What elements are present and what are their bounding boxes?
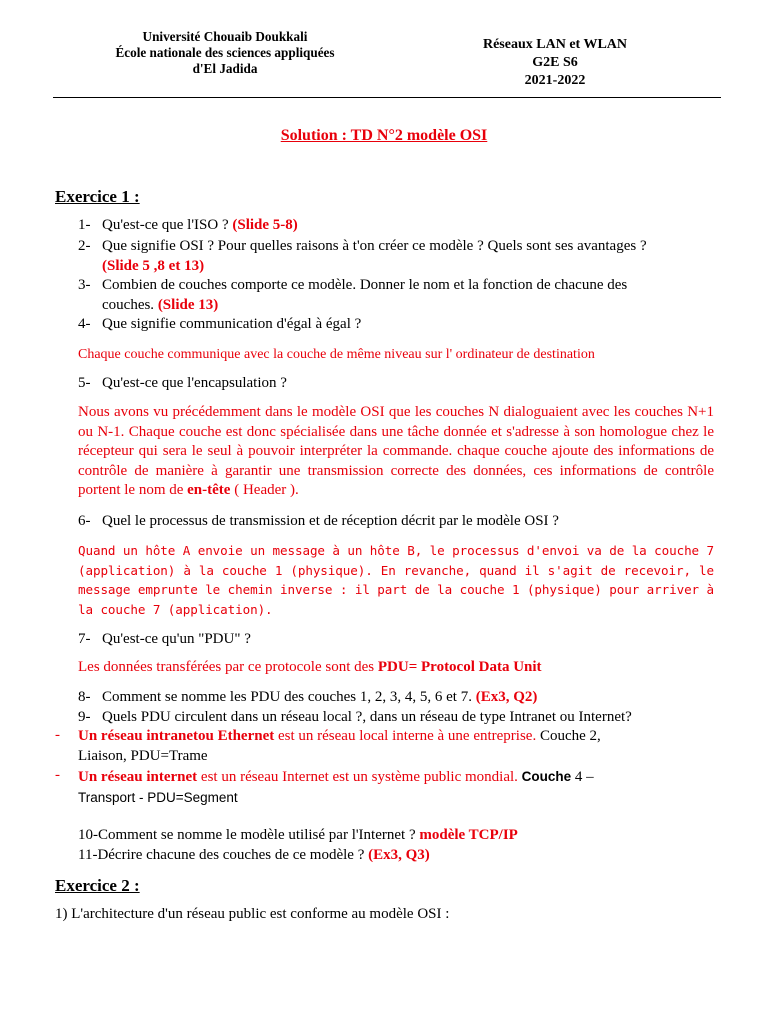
- academic-year: 2021-2022: [524, 73, 586, 88]
- question-9: [78, 708, 718, 728]
- question-number: 3-: [78, 277, 91, 293]
- answer-keyword: modèle TCP/IP: [419, 827, 518, 843]
- question-number: 1-: [78, 217, 91, 233]
- bullet-pdu: Transport - PDU=Segment: [78, 789, 238, 805]
- school-city: d'El Jadida: [192, 61, 258, 76]
- question-7: [78, 630, 718, 650]
- exercise-reference: (Ex3, Q2): [475, 689, 538, 705]
- bullet-layer: Couche 2,: [536, 728, 601, 744]
- question-11: [78, 846, 718, 866]
- bullet-intranet: [78, 727, 714, 766]
- question-4: [78, 315, 718, 335]
- bullet-pdu: Liaison, PDU=Trame: [78, 747, 208, 764]
- question-number: 4-: [78, 316, 91, 332]
- question-1: [78, 216, 718, 236]
- answer-keyword: en-tête: [187, 482, 231, 498]
- course-name: Réseaux LAN et WLAN: [482, 37, 627, 52]
- question-number: 5-: [78, 375, 91, 391]
- document-title: Solution : TD N°2 modèle OSI: [280, 127, 488, 144]
- slide-reference: (Slide 5-8): [232, 217, 298, 233]
- question-number: 7-: [78, 631, 91, 647]
- answer-6: Quand un hôte A envoie un message à un hôte B, le processus d'envoi va de la couche 7 (application) à la couche 1 (physique). En revanche, quand il s'agit de recevoir, le message emprunte le chemin inverse : il part de la couche 1 (physique) pour arriver à la couche 7 (application).: [78, 543, 714, 617]
- institution-block: [80, 29, 370, 77]
- bullet-layer-number: 4 –: [571, 769, 594, 785]
- question-text: Comment se nomme les PDU des couches 1, 2, 3, 4, 5, 6 et 7.: [102, 689, 476, 705]
- answer-7: [78, 658, 714, 678]
- question-text: Quel le processus de transmission et de réception décrit par le modèle OSI ?: [102, 513, 559, 529]
- question-6: [78, 512, 718, 532]
- question-number: 8-: [78, 689, 91, 705]
- question-text: Combien de couches comporte ce modèle. Donner le nom et la fonction de chacune des: [102, 277, 628, 293]
- question-text-cont: [78, 296, 718, 316]
- question-text-line2: couches.: [102, 296, 158, 313]
- course-block: [440, 36, 670, 90]
- bullet-dash: -: [55, 767, 60, 783]
- answer-4: Chaque couche communique avec la couche de même niveau sur l' ordinateur de destination: [78, 347, 595, 362]
- answer-keyword: PDU= Protocol Data Unit: [377, 659, 542, 675]
- exercise1-heading: Exercice 1 :: [55, 187, 140, 206]
- exercise-reference: (Ex3, Q3): [368, 847, 430, 863]
- question-3: [78, 276, 718, 315]
- answer-5: [78, 403, 714, 501]
- question-2: [78, 237, 718, 276]
- answer-text: Nous avons vu précédemment dans le modèle OSI que les couches N dialoguaient avec les couches N+1 ou N-1. Chaque couche est donc spécialisée dans une tâche donnée et s'adresse à son homologue chez le récepteur qui sera le seul à pouvoir interpréter la commande. chaque couche ajoute des informations de contrôle de manière à garantir une transmission correcte des données, ces informations de contrôle portent le nom de: [78, 404, 714, 498]
- question-text: Qu'est-ce qu'un "PDU" ?: [102, 631, 251, 647]
- answer-text: Les données transférées par ce protocole sont des: [78, 659, 378, 675]
- bullet-dash: -: [55, 727, 60, 743]
- question-10: [78, 826, 718, 846]
- question-5: [78, 374, 718, 394]
- question-number: 2-: [78, 238, 91, 254]
- school-name: École nationale des sciences appliquées: [115, 45, 335, 60]
- question-text: Que signifie OSI ? Pour quelles raisons à t'on créer ce modèle ? Quels sont ses avantages ?: [102, 238, 647, 254]
- slide-reference: (Slide 5 ,8 et 13): [102, 257, 205, 274]
- exercise2-statement: 1) L'architecture d'un réseau public est conforme au modèle OSI :: [55, 906, 450, 922]
- bullet-definition: est un réseau Internet est un système public mondial.: [197, 769, 518, 785]
- slide-reference: (Slide 13): [157, 296, 219, 313]
- bullet-term: Un réseau internet: [78, 769, 198, 785]
- question-8: [78, 688, 718, 708]
- question-number: 9-: [78, 709, 91, 725]
- university-name: Université Chouaib Doukkali: [142, 29, 308, 44]
- bullet-definition: est un réseau local interne à une entreprise.: [274, 728, 537, 744]
- question-text: 11-Décrire chacune des couches de ce modèle ?: [78, 847, 369, 863]
- question-number: 6-: [78, 513, 91, 529]
- exercise2-heading: Exercice 2 :: [55, 876, 140, 895]
- question-text: 10-Comment se nomme le modèle utilisé par l'Internet ?: [78, 827, 420, 843]
- bullet-layer-label: Couche: [517, 769, 572, 784]
- bullet-internet: [78, 767, 714, 808]
- answer-end: ( Header ).: [230, 482, 299, 498]
- bullet-term: Un réseau intranetou Ethernet: [78, 728, 275, 744]
- header-divider: [53, 97, 721, 98]
- question-text: Que signifie communication d'égal à égal ?: [102, 316, 362, 332]
- question-text: Qu'est-ce que l'ISO ?: [102, 217, 233, 233]
- question-text: Qu'est-ce que l'encapsulation ?: [102, 375, 287, 391]
- course-group: G2E S6: [532, 55, 578, 70]
- question-text: Quels PDU circulent dans un réseau local ?, dans un réseau de type Intranet ou Internet?: [102, 709, 632, 725]
